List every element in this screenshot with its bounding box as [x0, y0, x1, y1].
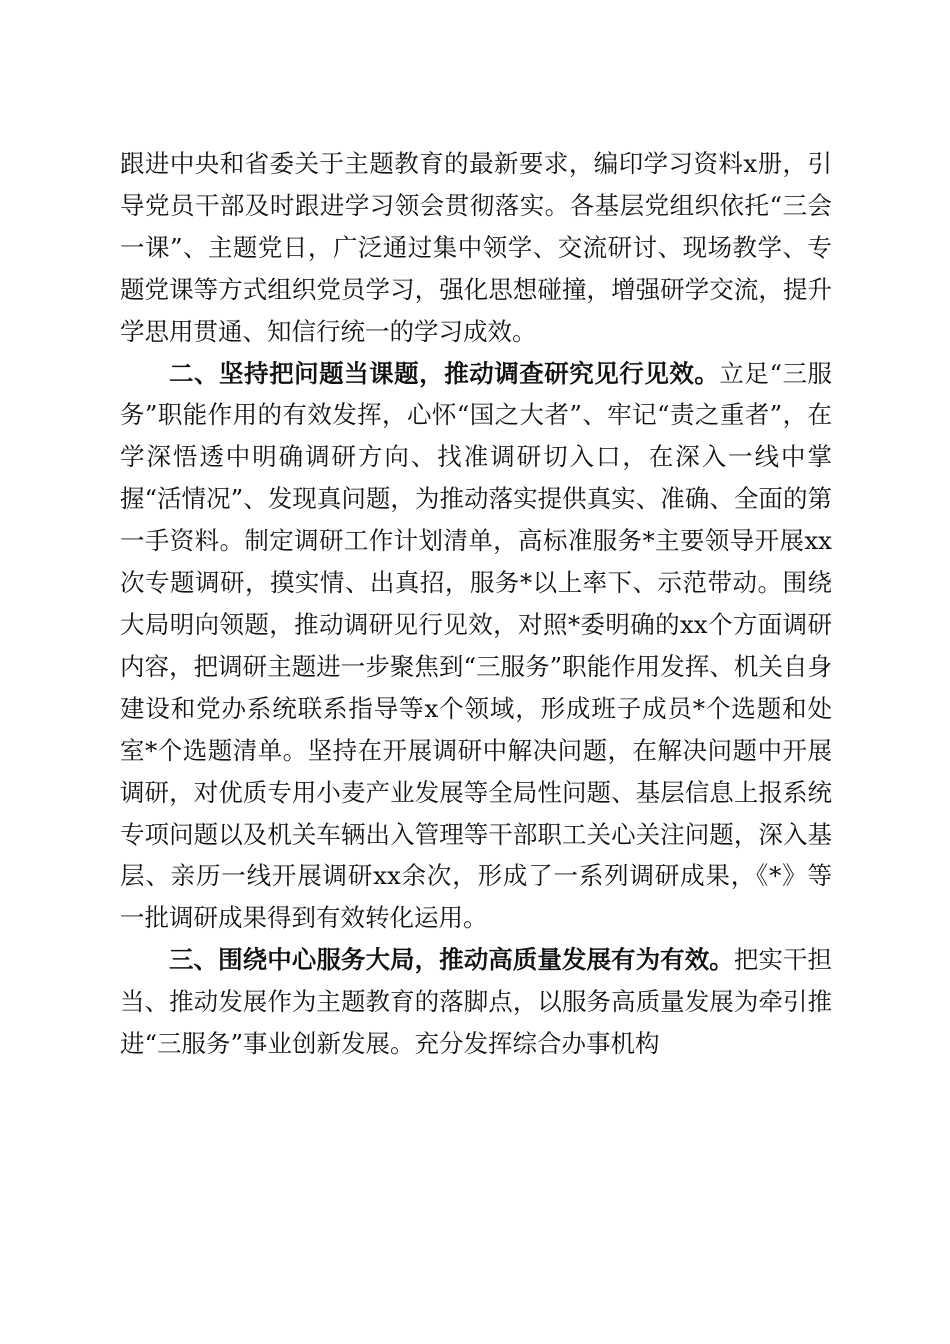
- section-3-heading: 三、围绕中心服务大局，推动高质量发展有为有效。: [169, 945, 734, 975]
- paragraph-3: [120, 939, 832, 1065]
- document-body: [120, 143, 832, 1065]
- paragraph-3-text: 把实干担当、推动发展作为主题教育的落脚点，以服务高质量发展为牵引推进“三服务”事业创新发展。充分发挥综合办事机构: [120, 945, 833, 1059]
- paragraph-2: [120, 353, 832, 940]
- paragraph-2-text: 立足“三服务”职能作用的有效发挥，心怀“国之大者”、牢记“责之重者”，在学深悟透中明确调研方向、找准调研切入口，在深入一线中掌握“活情况”、发现真问题，为推动落实提供真实、准确、全面的第一手资料。制定调研工作计划清单，高标准服务*主要领导开展xx次专题调研，摸实情、出真招，服务*以上率下、示范带动。围绕大局明向领题，推动调研见行见效，对照*委明确的xx个方面调研内容，把调研主题进一步聚焦到“三服务”职能作用发挥、机关自身建设和党办系统联系指导等x个领域，形成班子成员*个选题和处室*个选题清单。坚持在开展调研中解决问题，在解决问题中开展调研，对优质专用小麦产业发展等全局性问题、基层信息上报系统专项问题以及机关车辆出入管理等干部职工关心关注问题，深入基层、亲历一线开展调研xx余次，形成了一系列调研成果，《*》等一批调研成果得到有效转化运用。: [120, 358, 833, 933]
- paragraph-1-text: 跟进中央和省委关于主题教育的最新要求，编印学习资料x册，引导党员干部及时跟进学习领会贯彻落实。各基层党组织依托“三会一课”、主题党日，广泛通过集中领学、交流研讨、现场教学、专题党课等方式组织党员学习，强化思想碰撞，增强研学交流，提升学思用贯通、知信行统一的学习成效。: [120, 149, 832, 346]
- paragraph-1: [120, 143, 832, 353]
- section-2-heading: 二、坚持把问题当课题，推动调查研究见行见效。: [169, 358, 720, 388]
